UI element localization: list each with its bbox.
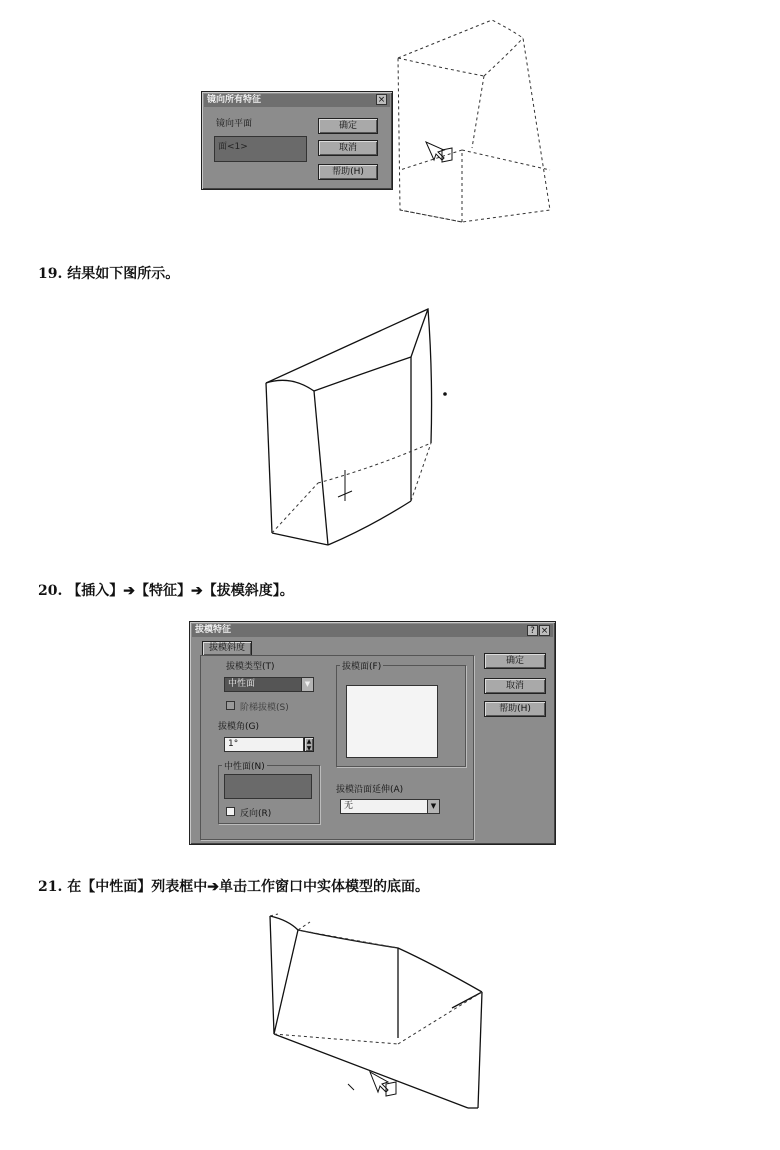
draft-angle-value: 1° [228, 739, 239, 749]
draft-faces-label: 拔模面(F) [340, 659, 383, 672]
step-21-text: 21. 在【中性面】列表框中➔单击工作窗口中实体模型的底面。 [38, 879, 429, 895]
stepped-draft-checkbox[interactable] [226, 701, 235, 710]
close-icon[interactable]: × [540, 626, 549, 636]
draft-type-label: 拔模类型(T) [226, 662, 275, 672]
propagate-value: 无 [344, 801, 354, 811]
ok-button[interactable]: 确定 [484, 653, 546, 669]
draft-dialog-title: 拔模特征 [192, 624, 553, 637]
draft-angle-input[interactable] [224, 737, 304, 752]
close-icon[interactable]: × [377, 95, 386, 105]
mirror-model-drawing [380, 10, 560, 230]
angle-stepper[interactable]: ▲ ▼ [304, 737, 314, 752]
draft-type-value: 中性面 [228, 679, 256, 689]
draft-dialog [189, 621, 556, 845]
reverse-label: 反向(R) [240, 809, 272, 819]
chevron-down-icon: ▼ [427, 800, 439, 813]
neutral-plane-list[interactable] [224, 774, 312, 799]
mirror-plane-label: 镜向平面 [216, 119, 253, 129]
step-20-text: 20. 【插入】➔【特征】➔【拔模斜度】。 [38, 583, 294, 599]
propagate-label: 拔模沿面延伸(A) [336, 785, 404, 795]
ok-button[interactable]: 确定 [318, 118, 378, 134]
draft-type-select[interactable] [224, 677, 314, 692]
neutral-plane-label: 中性面(N) [222, 759, 267, 772]
propagate-select[interactable] [340, 799, 440, 814]
cancel-button[interactable]: 取消 [484, 678, 546, 694]
mirror-dialog [201, 91, 393, 190]
help-button[interactable]: 帮助(H) [484, 701, 546, 717]
stepped-draft-label: 阶梯拔模(S) [240, 703, 289, 713]
tab-draft[interactable]: 拔模斜度 [202, 641, 252, 655]
help-icon[interactable]: ? [527, 625, 538, 636]
step-19-text: 19. 结果如下图所示。 [38, 266, 180, 282]
chevron-down-icon: ▼ [301, 678, 313, 691]
draft-faces-list[interactable] [346, 685, 438, 758]
help-button[interactable]: 帮助(H) [318, 164, 378, 180]
neutral-plane-model-drawing [248, 908, 493, 1128]
mirror-plane-value: 面<1> [218, 142, 248, 152]
reverse-checkbox[interactable] [226, 807, 235, 816]
mirror-plane-list[interactable] [214, 136, 307, 162]
result-model-drawing [258, 305, 483, 550]
cancel-button[interactable]: 取消 [318, 140, 378, 156]
mirror-dialog-title: 镜向所有特征 [204, 94, 390, 107]
draft-angle-label: 拔模角(G) [218, 722, 259, 732]
